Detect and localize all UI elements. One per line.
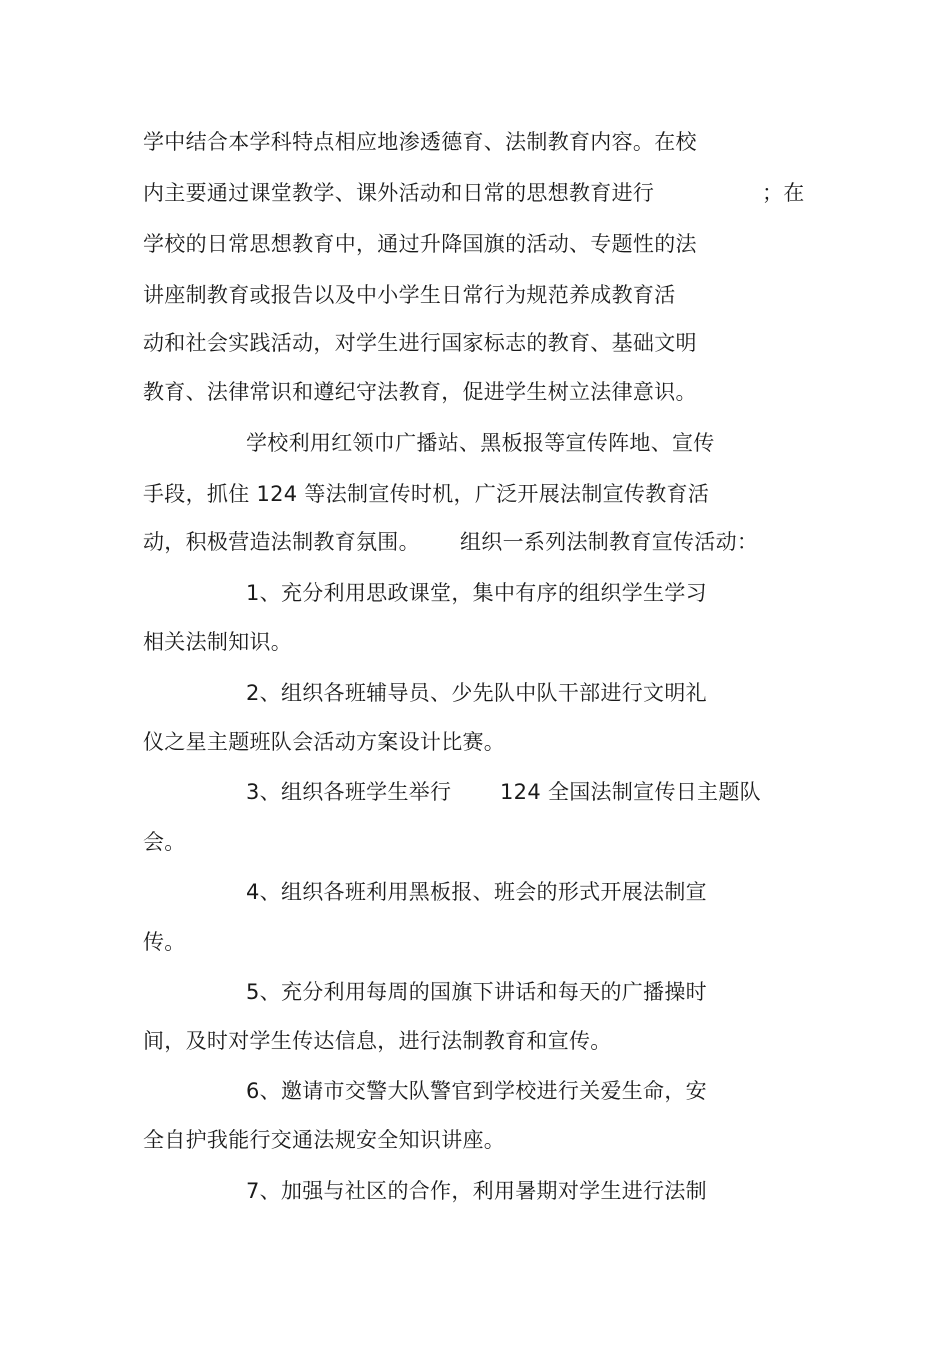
text-line: 内主要通过课堂教学、课外活动和日常的思想教育进行 — [143, 181, 655, 205]
text-line: 4、组织各班利用黑板报、班会的形式开展法制宣 — [246, 880, 707, 904]
text-line: 1、充分利用思政课堂，集中有序的组织学生学习 — [246, 581, 707, 605]
text-line: 全自护我能行交通法规安全知识讲座。 — [143, 1128, 506, 1152]
text-line: 讲座制教育或报告以及中小学生日常行为规范养成教育活 — [143, 283, 676, 307]
text-line: 动，积极营造法制教育氛围。 — [143, 530, 420, 554]
text-line: 5、充分利用每周的国旗下讲话和每天的广播操时 — [246, 980, 707, 1004]
text-line: 2、组织各班辅导员、少先队中队干部进行文明礼 — [246, 681, 707, 705]
text-line: 3、组织各班学生举行 — [246, 780, 452, 804]
text-line: 仪之星主题班队会活动方案设计比赛。 — [143, 730, 506, 754]
text-line: 124 全国法制宣传日主题队 — [500, 780, 761, 804]
text-line: 6、邀请市交警大队警官到学校进行关爱生命，安 — [246, 1079, 707, 1103]
text-line: 传。 — [143, 930, 186, 954]
text-line: 动和社会实践活动，对学生进行国家标志的教育、基础文明 — [143, 331, 697, 355]
text-line: 间，及时对学生传达信息，进行法制教育和宣传。 — [143, 1029, 612, 1053]
text-line: 学校的日常思想教育中，通过升降国旗的活动、专题性的法 — [143, 232, 697, 256]
text-line: 组织一系列法制教育宣传活动： — [460, 530, 759, 554]
text-line: 学校利用红领巾广播站、黑板报等宣传阵地、宣传 — [246, 431, 715, 455]
text-line: 相关法制知识。 — [143, 630, 293, 654]
text-line: 手段，抓住 124 等法制宣传时机，广泛开展法制宣传教育活 — [143, 482, 710, 506]
text-line: 学中结合本学科特点相应地渗透德育、法制教育内容。在校 — [143, 130, 697, 154]
text-line: ；在 — [762, 181, 805, 205]
text-line: 7、加强与社区的合作，利用暑期对学生进行法制 — [246, 1179, 707, 1203]
text-line: 会。 — [143, 830, 186, 854]
text-line: 教育、法律常识和遵纪守法教育，促进学生树立法律意识。 — [143, 380, 697, 404]
